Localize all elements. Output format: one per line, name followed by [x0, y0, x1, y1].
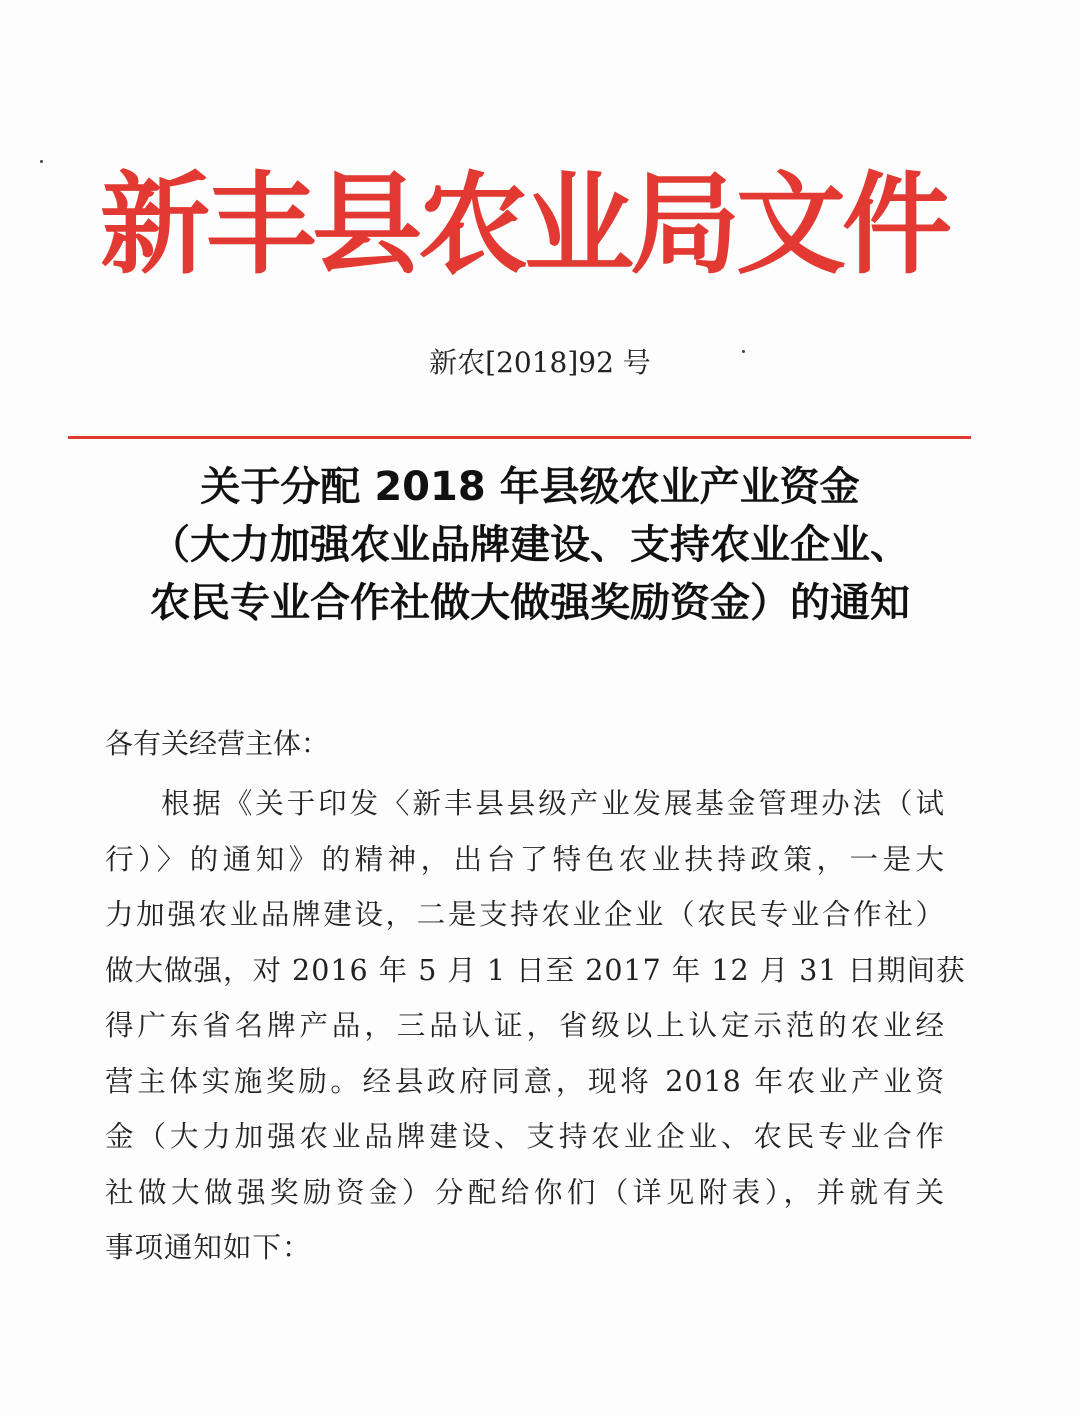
- body-line: 金（大力加强农业品牌建设、支持农业企业、农民专业合作: [105, 1120, 945, 1153]
- document-number: 新农[2018]92 号: [429, 346, 651, 379]
- body-line: 社做大做强奖励资金）分配给你们（详见附表），并就有关: [105, 1175, 945, 1209]
- scan-speck: [742, 350, 745, 353]
- salutation: 各有关经营主体：: [105, 727, 330, 760]
- body-line: 根据《关于印发〈新丰县县级产业发展基金管理办法（试: [161, 787, 945, 820]
- body-line: 得广东省名牌产品，三品认证，省级以上认定示范的农业经: [105, 1009, 945, 1042]
- notice-title-line: 关于分配 2018 年县级农业产业资金: [200, 464, 860, 510]
- scan-speck: [40, 160, 43, 163]
- notice-title-line: （大力加强农业品牌建设、支持农业企业、: [150, 522, 910, 568]
- body-line: 做大做强，对 2016 年 5 月 1 日至 2017 年 12 月 31 日期间获: [105, 953, 966, 987]
- body-paragraph: [105, 776, 966, 1276]
- red-divider-rule: [68, 436, 971, 439]
- notice-title-line: 农民专业合作社做大做强奖励资金）的通知: [150, 580, 910, 626]
- notice-title: [90, 458, 970, 632]
- body-line: 营主体实施奖励。经县政府同意，现将 2018 年农业产业资: [105, 1064, 945, 1098]
- issuer-title: 新丰县农业局文件: [100, 160, 948, 289]
- body-line: 事项通知如下：: [105, 1231, 312, 1264]
- body-line: 行）〉的通知》的精神，出台了特色农业扶持政策，一是大: [105, 842, 945, 876]
- body-line: 力加强农业品牌建设，二是支持农业企业（农民专业合作社）: [105, 898, 945, 931]
